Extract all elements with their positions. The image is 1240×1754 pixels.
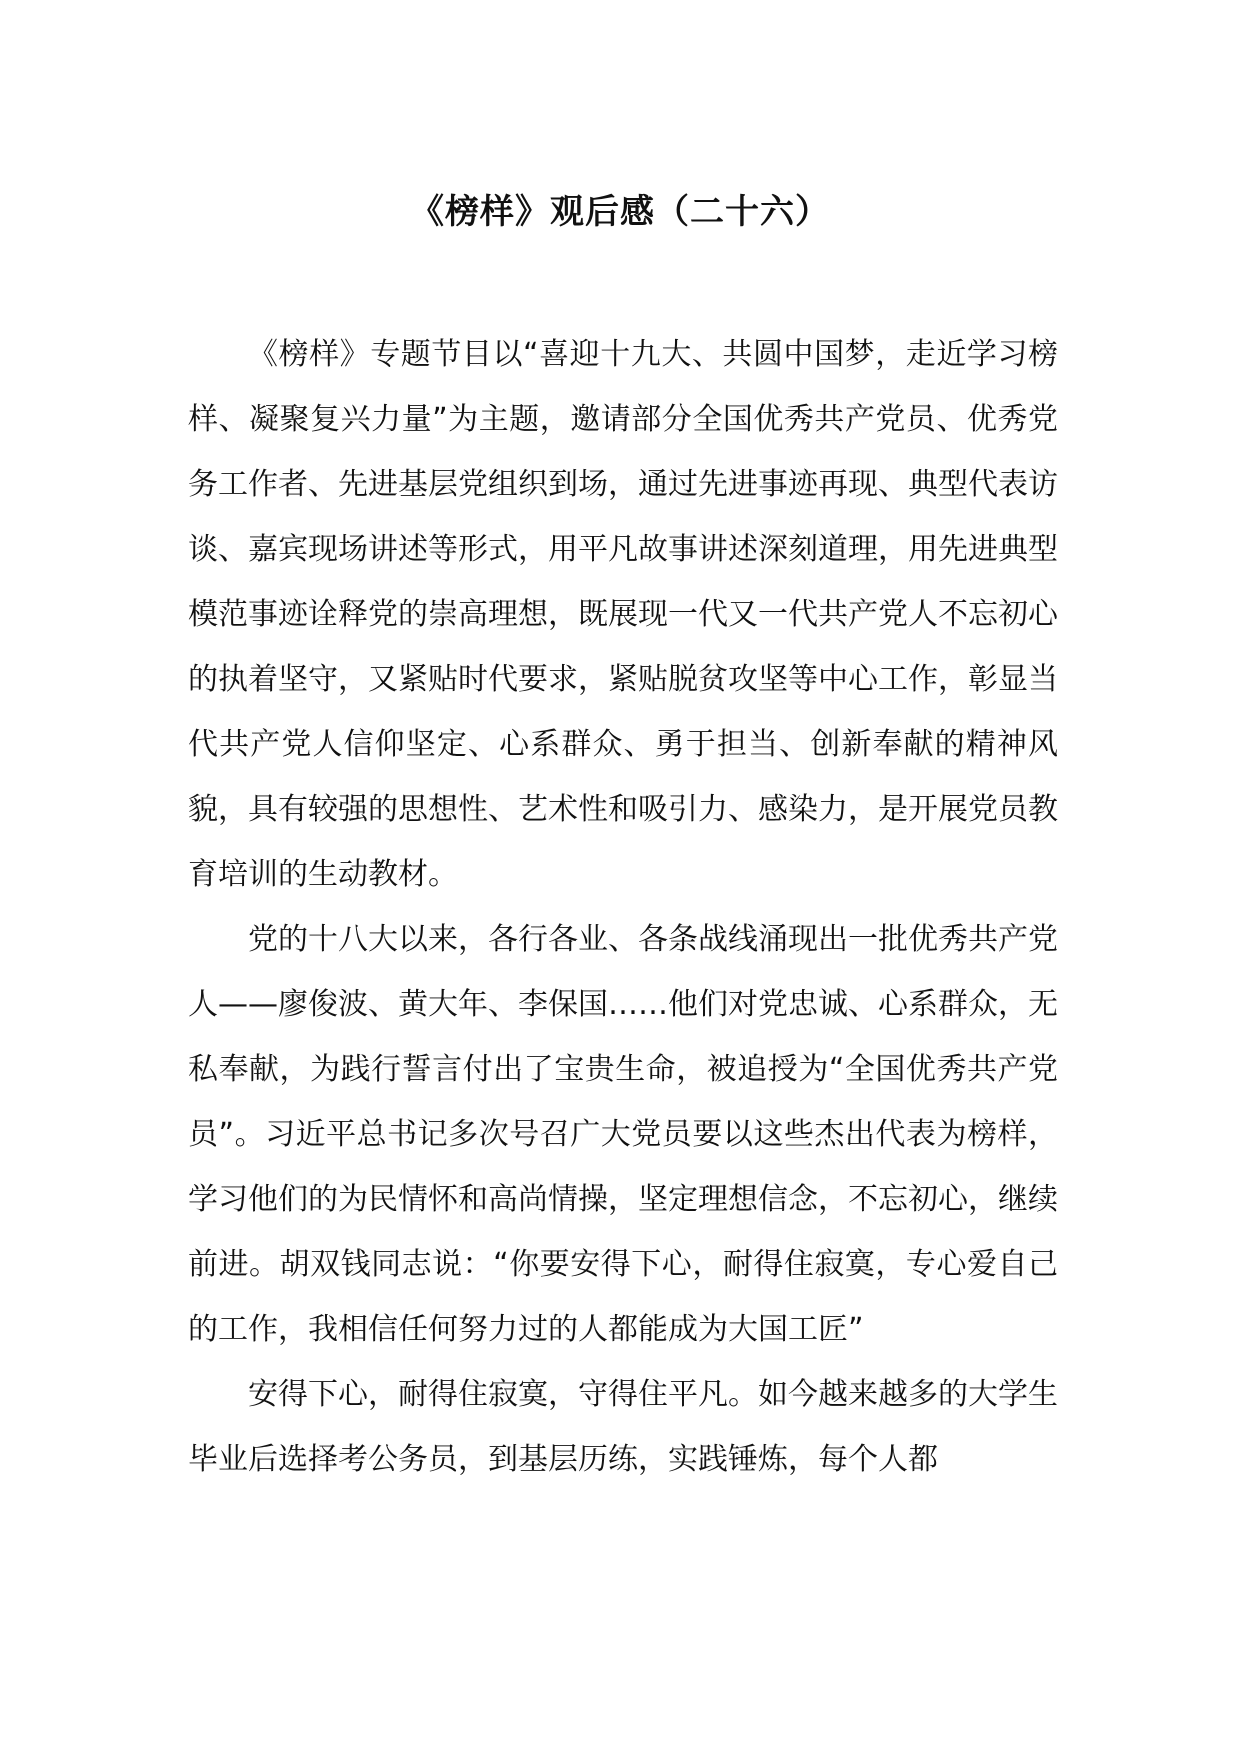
paragraph-2: 党的十八大以来，各行各业、各条战线涌现出一批优秀共产党人——廖俊波、黄大年、李保国……他们对党忠诚、心系群众，无私奉献，为践行誓言付出了宝贵生命，被追授为“全国优秀共产党员”。习近平总书记多次号召广大党员要以这些杰出代表为榜样，学习他们的为民情怀和高尚情操，坚定理想信念，不忘初心，继续前进。胡双钱同志说：“你要安得下心，耐得住寂寞，专心爱自己的工作，我相信任何努力过的人都能成为大国工匠” bbox=[188, 922, 1058, 1347]
document-title: 《榜样》观后感（二十六） bbox=[410, 192, 830, 232]
paragraph-1: 《榜样》专题节目以“喜迎十九大、共圆中国梦，走近学习榜样、凝聚复兴力量”为主题，邀请部分全国优秀共产党员、优秀党务工作者、先进基层党组织到场，通过先进事迹再现、典型代表访谈、嘉宾现场讲述等形式，用平凡故事讲述深刻道理，用先进典型模范事迹诠释党的崇高理想，既展现一代又一代共产党人不忘初心的执着坚守，又紧贴时代要求，紧贴脱贫攻坚等中心工作，彰显当代共产党人信仰坚定、心系群众、勇于担当、创新奉献的精神风貌，具有较强的思想性、艺术性和吸引力、感染力，是开展党员教育培训的生动教材。 bbox=[188, 337, 1058, 892]
document-body bbox=[188, 322, 1058, 1492]
paragraph-3: 安得下心，耐得住寂寞，守得住平凡。如今越来越多的大学生毕业后选择考公务员，到基层历练，实践锤炼，每个人都 bbox=[188, 1377, 1058, 1477]
